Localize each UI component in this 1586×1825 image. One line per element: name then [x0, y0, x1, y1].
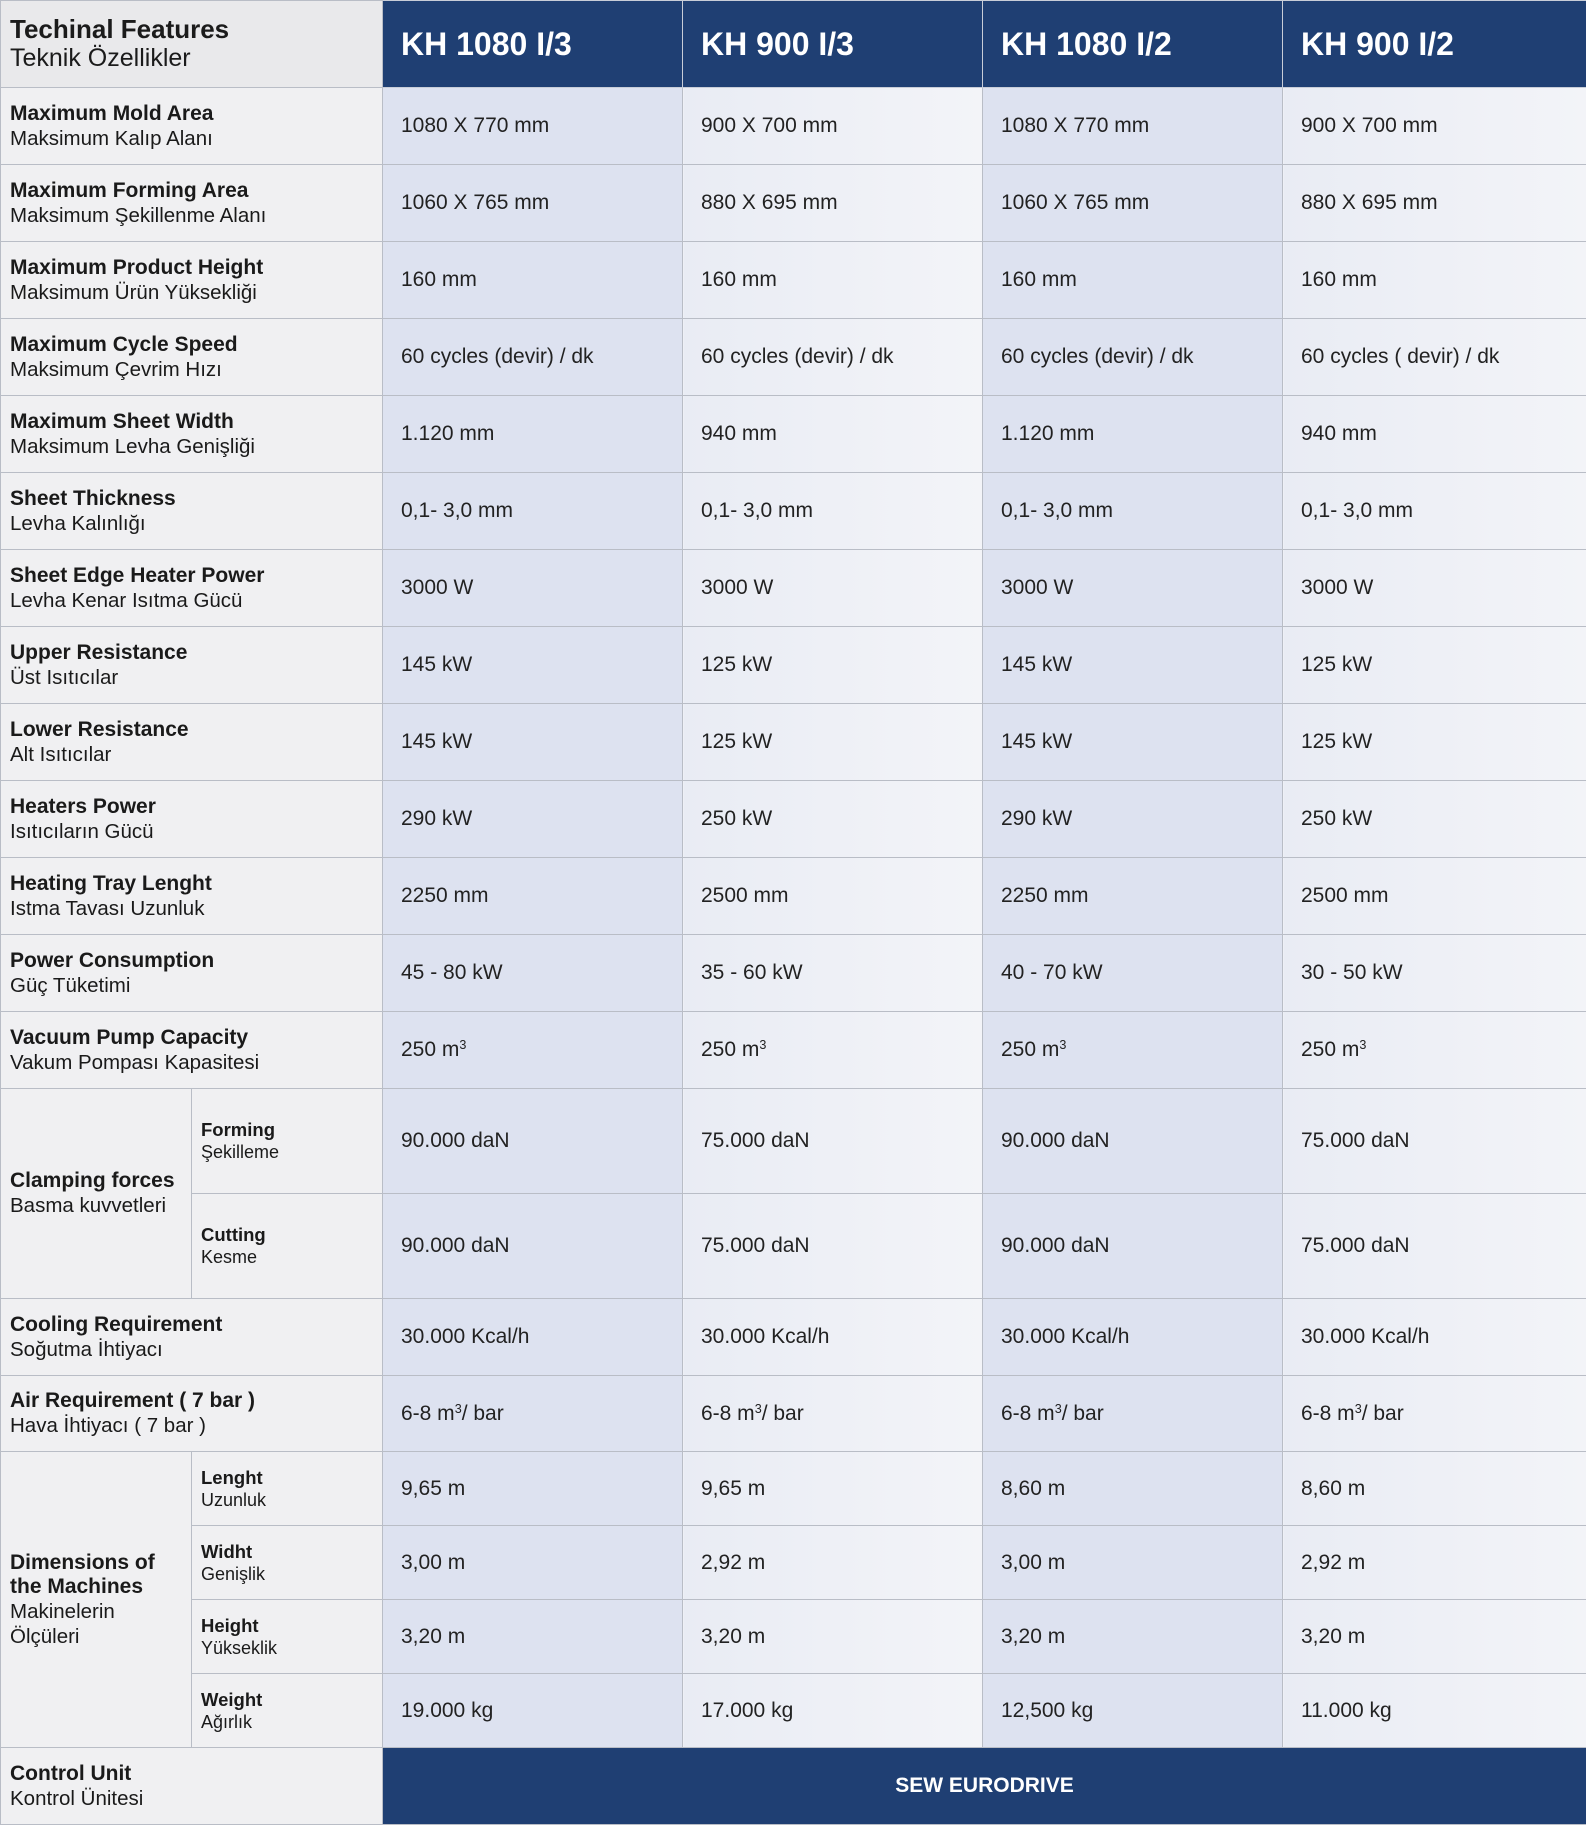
dimensions-value-model-2: 2,92 m [683, 1526, 983, 1600]
row-label-tr: Istma Tavası Uzunluk [10, 896, 382, 921]
row-label [1, 396, 383, 473]
value-text: 6-8 m [1301, 1402, 1355, 1425]
dimensions-value-model-3: 8,60 m [983, 1452, 1283, 1526]
air-value-model-3 [983, 1376, 1283, 1452]
cooling-label-en: Cooling Requirement [10, 1313, 382, 1337]
dimensions-value-model-1: 3,00 m [383, 1526, 683, 1600]
row-label-tr: Levha Kalınlığı [10, 511, 382, 536]
value-text: 250 m [1001, 1038, 1059, 1061]
row-value-model-1: 145 kW [383, 704, 683, 781]
header-features-cell [1, 1, 383, 88]
dimensions-value-model-1: 3,20 m [383, 1600, 683, 1674]
spec-row-9 [1, 781, 1586, 858]
spec-row-0 [1, 88, 1586, 165]
row-value-model-1: 3000 W [383, 550, 683, 627]
row-label [1, 88, 383, 165]
row-value-model-2: 125 kW [683, 704, 983, 781]
clamping-value-model-3: 90.000 daN [983, 1194, 1283, 1299]
row-label-en: Vacuum Pump Capacity [10, 1026, 382, 1050]
spec-row-7 [1, 627, 1586, 704]
row-value-model-2: 60 cycles (devir) / dk [683, 319, 983, 396]
row-value-model-4: 0,1- 3,0 mm [1283, 473, 1586, 550]
spec-row-6 [1, 550, 1586, 627]
row-value-model-4: 125 kW [1283, 627, 1586, 704]
row-label [1, 473, 383, 550]
clamping-row-1 [1, 1194, 1586, 1299]
row-value-model-4: 3000 W [1283, 550, 1586, 627]
row-value-model-1: 1.120 mm [383, 396, 683, 473]
model-header-kh900-i2: KH 900 I/2 [1283, 1, 1586, 88]
row-label [1, 858, 383, 935]
row-label-en: Power Consumption [10, 949, 382, 973]
row-value-model-3: 290 kW [983, 781, 1283, 858]
row-label-tr: Üst Isıtıcılar [10, 665, 382, 690]
row-value-model-2: 900 X 700 mm [683, 88, 983, 165]
row-label-en: Maximum Sheet Width [10, 410, 382, 434]
row-value-model-2: 125 kW [683, 627, 983, 704]
row-value-model-1: 1080 X 770 mm [383, 88, 683, 165]
air-value-model-4 [1283, 1376, 1586, 1452]
dimensions-value-model-4: 8,60 m [1283, 1452, 1586, 1526]
dimensions-value-model-3: 3,20 m [983, 1600, 1283, 1674]
air-label [1, 1376, 383, 1452]
superscript: 3 [759, 1038, 766, 1052]
row-value-model-2: 250 kW [683, 781, 983, 858]
row-label-tr: Levha Kenar Isıtma Gücü [10, 588, 382, 613]
dimensions-row-2 [1, 1600, 1586, 1674]
row-value-model-3: 145 kW [983, 627, 1283, 704]
row-label [1, 935, 383, 1012]
clamping-value-model-1: 90.000 daN [383, 1194, 683, 1299]
row-label [1, 165, 383, 242]
dimensions-label-tr-1: Makinelerin [10, 1599, 191, 1624]
row-value-model-2: 35 - 60 kW [683, 935, 983, 1012]
row-label [1, 1012, 383, 1089]
model-header-kh1080-i3: KH 1080 I/3 [383, 1, 683, 88]
row-value-model-1: 1060 X 765 mm [383, 165, 683, 242]
dimensions-sub-en: Weight [201, 1689, 382, 1711]
air-label-tr: Hava İhtiyacı ( 7 bar ) [10, 1413, 382, 1438]
dimensions-label [1, 1452, 192, 1748]
spec-row-5 [1, 473, 1586, 550]
dimensions-sub-label [192, 1452, 383, 1526]
row-label-en: Heating Tray Lenght [10, 872, 382, 896]
row-label-en: Maximum Mold Area [10, 102, 382, 126]
control-label [1, 1748, 383, 1825]
control-label-en: Control Unit [10, 1762, 382, 1786]
dimensions-label-tr-2: Ölçüleri [10, 1624, 191, 1649]
row-value-model-2: 880 X 695 mm [683, 165, 983, 242]
cooling-label [1, 1299, 383, 1376]
row-value-model-2: 160 mm [683, 242, 983, 319]
clamping-sub-label [192, 1089, 383, 1194]
superscript: 3 [755, 1402, 762, 1416]
row-value-model-3: 160 mm [983, 242, 1283, 319]
dimensions-value-model-4: 3,20 m [1283, 1600, 1586, 1674]
clamping-sub-label [192, 1194, 383, 1299]
row-label-en: Sheet Thickness [10, 487, 382, 511]
clamping-label-tr: Basma kuvvetleri [10, 1193, 191, 1218]
row-value-model-3: 60 cycles (devir) / dk [983, 319, 1283, 396]
row-label [1, 627, 383, 704]
row-value-model-2 [683, 1012, 983, 1089]
value-text: 6-8 m [401, 1402, 455, 1425]
value-suffix: / bar [462, 1402, 504, 1425]
row-label-tr: Maksimum Ürün Yüksekliği [10, 280, 382, 305]
row-value-model-2: 2500 mm [683, 858, 983, 935]
dimensions-value-model-3: 12,500 kg [983, 1674, 1283, 1748]
header-features-en: Techinal Features [10, 15, 382, 43]
row-label-tr: Güç Tüketimi [10, 973, 382, 998]
header-features-tr: Teknik Özellikler [10, 43, 382, 73]
row-label-en: Maximum Product Height [10, 256, 382, 280]
row-label [1, 242, 383, 319]
row-label-tr: Maksimum Kalıp Alanı [10, 126, 382, 151]
row-value-model-1: 290 kW [383, 781, 683, 858]
value-suffix: / bar [1362, 1402, 1404, 1425]
row-label [1, 550, 383, 627]
row-value-model-4: 2500 mm [1283, 858, 1586, 935]
spec-row-12 [1, 1012, 1586, 1089]
cooling-row [1, 1299, 1586, 1376]
dimensions-value-model-4: 2,92 m [1283, 1526, 1586, 1600]
row-value-model-3: 145 kW [983, 704, 1283, 781]
row-value-model-3: 0,1- 3,0 mm [983, 473, 1283, 550]
dimensions-row-0 [1, 1452, 1586, 1526]
cooling-value-model-1: 30.000 Kcal/h [383, 1299, 683, 1376]
row-value-model-1: 160 mm [383, 242, 683, 319]
row-value-model-3: 1.120 mm [983, 396, 1283, 473]
cooling-value-model-2: 30.000 Kcal/h [683, 1299, 983, 1376]
row-value-model-3 [983, 1012, 1283, 1089]
dimensions-sub-label [192, 1600, 383, 1674]
row-value-model-4: 160 mm [1283, 242, 1586, 319]
dimensions-value-model-2: 17.000 kg [683, 1674, 983, 1748]
cooling-label-tr: Soğutma İhtiyacı [10, 1337, 382, 1362]
dimensions-sub-en: Height [201, 1615, 382, 1637]
row-value-model-1 [383, 1012, 683, 1089]
air-value-model-1 [383, 1376, 683, 1452]
dimensions-value-model-2: 9,65 m [683, 1452, 983, 1526]
row-label-tr: Alt Isıtıcılar [10, 742, 382, 767]
spec-row-11 [1, 935, 1586, 1012]
superscript: 3 [1059, 1038, 1066, 1052]
row-value-model-3: 40 - 70 kW [983, 935, 1283, 1012]
clamping-value-model-3: 90.000 daN [983, 1089, 1283, 1194]
clamping-value-model-4: 75.000 daN [1283, 1194, 1586, 1299]
row-value-model-1: 60 cycles (devir) / dk [383, 319, 683, 396]
value-text: 250 m [401, 1038, 459, 1061]
dimensions-sub-tr: Uzunluk [201, 1489, 382, 1511]
value-text: 250 m [701, 1038, 759, 1061]
model-header-kh1080-i2: KH 1080 I/2 [983, 1, 1283, 88]
superscript: 3 [459, 1038, 466, 1052]
dimensions-sub-en: Widht [201, 1541, 382, 1563]
dimensions-sub-tr: Ağırlık [201, 1711, 382, 1733]
row-value-model-4: 900 X 700 mm [1283, 88, 1586, 165]
row-label-tr: Maksimum Şekillenme Alanı [10, 203, 382, 228]
row-value-model-2: 3000 W [683, 550, 983, 627]
air-value-model-2 [683, 1376, 983, 1452]
clamping-sub-en: Cutting [201, 1224, 382, 1246]
row-value-model-4: 250 kW [1283, 781, 1586, 858]
row-label-tr: Isıtıcıların Gücü [10, 819, 382, 844]
air-label-en: Air Requirement ( 7 bar ) [10, 1389, 382, 1413]
row-label-tr: Vakum Pompası Kapasitesi [10, 1050, 382, 1075]
superscript: 3 [1359, 1038, 1366, 1052]
spec-row-3 [1, 319, 1586, 396]
row-value-model-3: 3000 W [983, 550, 1283, 627]
row-label-en: Maximum Forming Area [10, 179, 382, 203]
dimensions-value-model-4: 11.000 kg [1283, 1674, 1586, 1748]
control-value: SEW EURODRIVE [383, 1748, 1586, 1825]
dimensions-label-en-2: the Machines [10, 1575, 191, 1599]
dimensions-sub-label [192, 1674, 383, 1748]
row-label-en: Upper Resistance [10, 641, 382, 665]
clamping-value-model-4: 75.000 daN [1283, 1089, 1586, 1194]
dimensions-sub-tr: Genişlik [201, 1563, 382, 1585]
row-value-model-4: 880 X 695 mm [1283, 165, 1586, 242]
value-text: 6-8 m [1001, 1402, 1055, 1425]
dimensions-sub-label [192, 1526, 383, 1600]
control-label-tr: Kontrol Ünitesi [10, 1786, 382, 1811]
cooling-value-model-3: 30.000 Kcal/h [983, 1299, 1283, 1376]
dimensions-value-model-3: 3,00 m [983, 1526, 1283, 1600]
row-label-en: Heaters Power [10, 795, 382, 819]
row-value-model-2: 0,1- 3,0 mm [683, 473, 983, 550]
value-text: 250 m [1301, 1038, 1359, 1061]
air-row [1, 1376, 1586, 1452]
dimensions-sub-tr: Yükseklik [201, 1637, 382, 1659]
dimensions-value-model-1: 9,65 m [383, 1452, 683, 1526]
row-value-model-3: 2250 mm [983, 858, 1283, 935]
dimensions-sub-en: Lenght [201, 1467, 382, 1489]
value-text: 6-8 m [701, 1402, 755, 1425]
row-label [1, 319, 383, 396]
row-label-en: Sheet Edge Heater Power [10, 564, 382, 588]
model-header-kh900-i3: KH 900 I/3 [683, 1, 983, 88]
spec-row-8 [1, 704, 1586, 781]
clamping-sub-tr: Kesme [201, 1246, 382, 1268]
row-label-tr: Maksimum Levha Genişliği [10, 434, 382, 459]
row-value-model-2: 940 mm [683, 396, 983, 473]
clamping-row-0 [1, 1089, 1586, 1194]
dimensions-row-1 [1, 1526, 1586, 1600]
row-label-tr: Maksimum Çevrim Hızı [10, 357, 382, 382]
cooling-value-model-4: 30.000 Kcal/h [1283, 1299, 1586, 1376]
superscript: 3 [455, 1402, 462, 1416]
superscript: 3 [1055, 1402, 1062, 1416]
row-value-model-1: 2250 mm [383, 858, 683, 935]
dimensions-label-en-1: Dimensions of [10, 1551, 191, 1575]
row-label [1, 704, 383, 781]
clamping-value-model-1: 90.000 daN [383, 1089, 683, 1194]
spec-row-4 [1, 396, 1586, 473]
dimensions-value-model-2: 3,20 m [683, 1600, 983, 1674]
clamping-label-en: Clamping forces [10, 1169, 191, 1193]
row-value-model-4: 30 - 50 kW [1283, 935, 1586, 1012]
row-label-en: Maximum Cycle Speed [10, 333, 382, 357]
row-value-model-4 [1283, 1012, 1586, 1089]
clamping-sub-tr: Şekilleme [201, 1141, 382, 1163]
spec-row-1 [1, 165, 1586, 242]
dimensions-value-model-1: 19.000 kg [383, 1674, 683, 1748]
row-value-model-4: 60 cycles ( devir) / dk [1283, 319, 1586, 396]
spec-row-2 [1, 242, 1586, 319]
row-value-model-1: 145 kW [383, 627, 683, 704]
value-suffix: / bar [1062, 1402, 1104, 1425]
row-label [1, 781, 383, 858]
row-value-model-3: 1060 X 765 mm [983, 165, 1283, 242]
row-value-model-1: 0,1- 3,0 mm [383, 473, 683, 550]
row-value-model-4: 940 mm [1283, 396, 1586, 473]
clamping-value-model-2: 75.000 daN [683, 1194, 983, 1299]
superscript: 3 [1355, 1402, 1362, 1416]
clamping-sub-en: Forming [201, 1119, 382, 1141]
clamping-label [1, 1089, 192, 1299]
row-label-en: Lower Resistance [10, 718, 382, 742]
value-suffix: / bar [762, 1402, 804, 1425]
clamping-value-model-2: 75.000 daN [683, 1089, 983, 1194]
row-value-model-4: 125 kW [1283, 704, 1586, 781]
row-value-model-1: 45 - 80 kW [383, 935, 683, 1012]
control-row [1, 1748, 1586, 1825]
dimensions-row-3 [1, 1674, 1586, 1748]
spec-row-10 [1, 858, 1586, 935]
row-value-model-3: 1080 X 770 mm [983, 88, 1283, 165]
